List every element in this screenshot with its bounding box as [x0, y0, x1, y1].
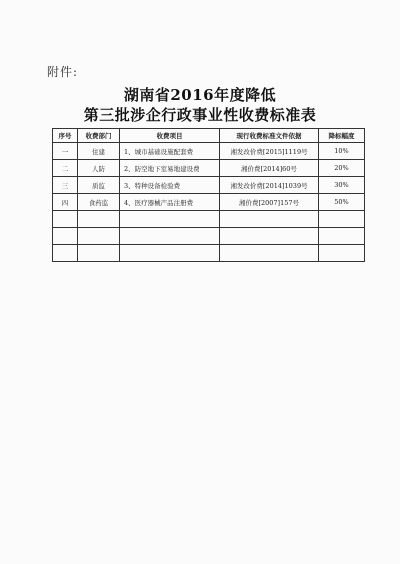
- empty-cell: [220, 245, 319, 262]
- empty-table-row: [53, 245, 365, 262]
- document-title-line-1: 湖南省2016年度降低: [123, 86, 277, 104]
- empty-table-row: [53, 211, 365, 228]
- table-row: [53, 160, 365, 177]
- fee-item-cell: 4、医疗器械产品注册费: [120, 194, 220, 211]
- policy-basis-cell: 湘价费[2007]157号: [220, 194, 319, 211]
- table-row: [53, 194, 365, 211]
- serial-number-cell: 三: [53, 177, 78, 194]
- empty-cell: [78, 245, 120, 262]
- department-cell: 人防: [78, 160, 120, 177]
- fee-item-cell: 1、城市基础设施配套费: [120, 143, 220, 160]
- table-row: [53, 177, 365, 194]
- header-charging-department: 收费部门: [78, 129, 120, 143]
- document-title-line-2: 第三批涉企行政事业性收费标准表: [83, 106, 317, 124]
- table-header-row: [53, 129, 365, 143]
- attachment-label: 附件:: [47, 65, 79, 79]
- reduction-rate-cell: 30%: [319, 177, 365, 194]
- table-row: [53, 143, 365, 160]
- fee-item-cell: 2、防空地下室易地建设费: [120, 160, 220, 177]
- reduction-rate-cell: 50%: [319, 194, 365, 211]
- department-cell: 住建: [78, 143, 120, 160]
- empty-cell: [53, 228, 78, 245]
- reduction-rate-cell: 10%: [319, 143, 365, 160]
- fee-standards-table: [52, 128, 365, 262]
- department-cell: 质监: [78, 177, 120, 194]
- empty-cell: [220, 211, 319, 228]
- header-serial-number: 序号: [53, 129, 78, 143]
- empty-cell: [120, 211, 220, 228]
- policy-basis-cell: 湘发改价费[2015]1119号: [220, 143, 319, 160]
- serial-number-cell: 一: [53, 143, 78, 160]
- empty-cell: [78, 211, 120, 228]
- empty-cell: [220, 228, 319, 245]
- header-fee-item: 收费项目: [120, 129, 220, 143]
- department-cell: 食药监: [78, 194, 120, 211]
- empty-cell: [319, 211, 365, 228]
- empty-cell: [319, 228, 365, 245]
- empty-cell: [120, 245, 220, 262]
- serial-number-cell: 四: [53, 194, 78, 211]
- header-reduction-rate: 降标幅度: [319, 129, 365, 143]
- empty-cell: [53, 211, 78, 228]
- fee-item-cell: 3、特种设备检验费: [120, 177, 220, 194]
- empty-table-row: [53, 228, 365, 245]
- policy-basis-cell: 湘发改价费[2014]1039号: [220, 177, 319, 194]
- reduction-rate-cell: 20%: [319, 160, 365, 177]
- empty-cell: [78, 228, 120, 245]
- empty-cell: [319, 245, 365, 262]
- policy-basis-cell: 湘价费[2014]60号: [220, 160, 319, 177]
- header-policy-basis: 现行收费标准文件依据: [220, 129, 319, 143]
- serial-number-cell: 二: [53, 160, 78, 177]
- empty-cell: [53, 245, 78, 262]
- empty-cell: [120, 228, 220, 245]
